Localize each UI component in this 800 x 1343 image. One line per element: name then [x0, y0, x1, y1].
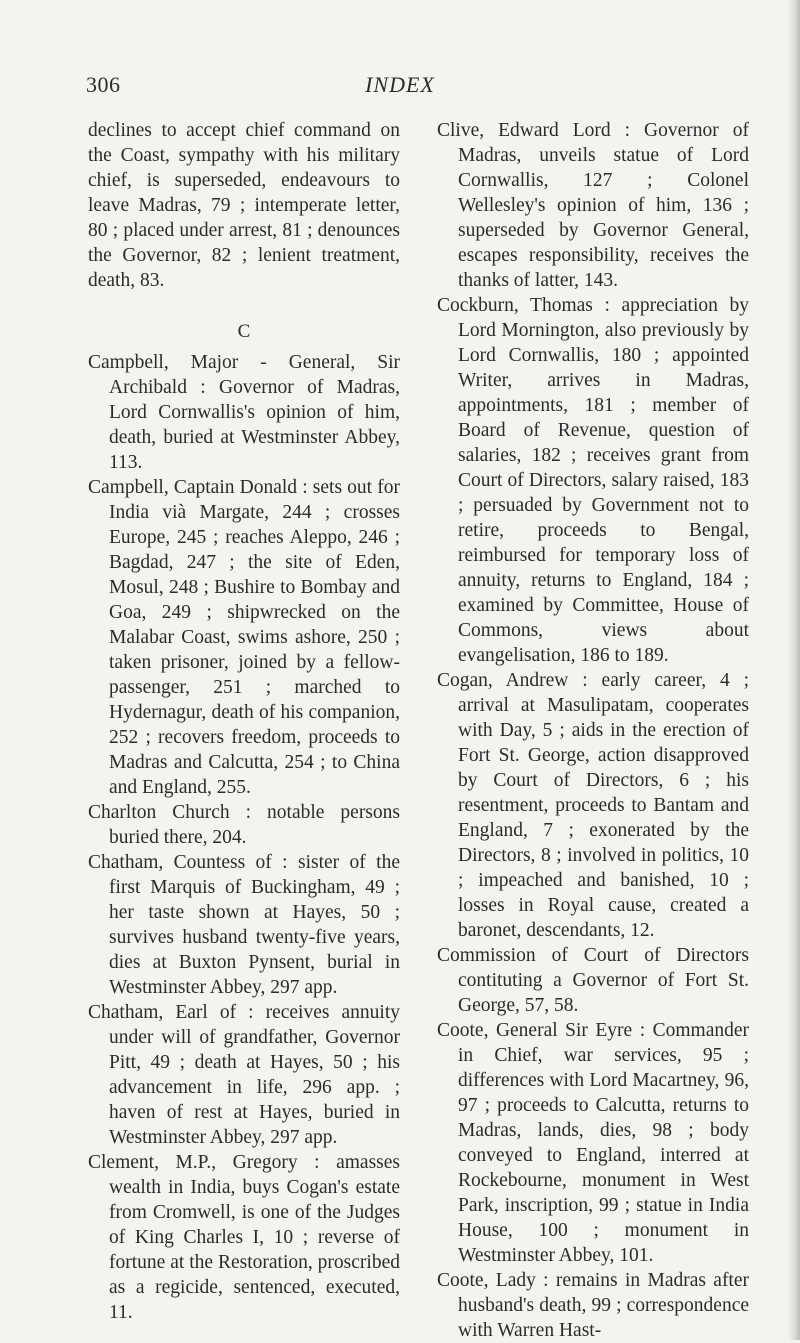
index-columns: [88, 118, 758, 1341]
index-entry-clive-edward: Clive, Edward Lord : Governor of Madras, unveils statue of Lord Cornwallis, 127 ; Colonel Wellesley's opinion of him, 136 ; superseded by Governor General, escapes responsibility, receives the thanks of latter, 143.: [437, 120, 749, 291]
index-entry-clement-gregory: Clement, M.P., Gregory : amasses wealth in India, buys Cogan's estate from Cromwell, is one of the Judges of King Charles I, 10 ; reverse of fortune at the Restoration, proscribed as a regicide, sentenced, executed, 11.: [88, 1152, 400, 1323]
index-entry-campbell-donald: Campbell, Captain Donald : sets out for India vià Margate, 244 ; crosses Europe, 245 ; reaches Aleppo, 246 ; Bagdad, 247 ; the site of Eden, Mosul, 248 ; Bushire to Bombay and Goa, 249 ; shipwrecked on the Malabar Coast, swims ashore, 250 ; taken prisoner, joined by a fellow-passenger, 251 ; marched to Hydernagur, death of his companion, 252 ; recovers freedom, proceeds to Madras and Calcutta, 254 ; to China and England, 255.: [88, 477, 400, 798]
index-entry-charlton-church: Charlton Church : notable persons buried there, 204.: [88, 802, 400, 848]
index-entry-cockburn-thomas: Cockburn, Thomas : appreciation by Lord Mornington, also previously by Lord Cornwallis, 180 ; appointed Writer, arrives in Madras, appointments, 181 ; member of Board of Revenue, question of salaries, 182 ; receives grant from Court of Directors, salary raised, 183 ; persuaded by Government not to retire, proceeds to Bengal, reimbursed for temporary loss of annuity, returns to England, 184 ; examined by Committee, House of Commons, views about evangelisation, 186 to 189.: [437, 295, 749, 666]
right-column: [437, 118, 749, 1343]
page-header: [0, 72, 800, 112]
index-entry-campbell-archibald: Campbell, Major - General, Sir Archibald : Governor of Madras, Lord Cornwallis's opinion of him, death, buried at Westminster Abbey, 113.: [88, 352, 400, 473]
left-column: [88, 118, 400, 1325]
index-entry-commission-court: Commission of Court of Directors contituting a Governor of Fort St. George, 57, 58.: [437, 945, 749, 1016]
index-entry-coote-eyre: Coote, General Sir Eyre : Commander in Chief, war services, 95 ; differences with Lord Macartney, 96, 97 ; proceeds to Calcutta, returns to Madras, lands, dies, 98 ; body conveyed to England, interred at Rockebourne, monument in West Park, inscription, 99 ; statue in India House, 100 ; monument in Westminster Abbey, 101.: [437, 1020, 749, 1266]
index-entry-coote-lady: Coote, Lady : remains in Madras after husband's death, 99 ; correspondence with Warren Hast-: [437, 1270, 749, 1341]
running-title: INDEX: [365, 72, 435, 97]
section-letter: C: [237, 321, 251, 342]
index-entry-chatham-countess: Chatham, Countess of : sister of the first Marquis of Buckingham, 49 ; her taste shown at Hayes, 50 ; survives husband twenty-five years, dies at Buxton Pynsent, burial in Westminster Abbey, 297 app.: [88, 852, 400, 998]
index-entry-cogan-andrew: Cogan, Andrew : early career, 4 ; arrival at Masulipatam, cooperates with Day, 5 ; aids in the erection of Fort St. George, action disapproved by Court of Directors, 6 ; his resentment, proceeds to Bantam and England, 7 ; exonerated by the Directors, 8 ; involved in politics, 10 ; impeached and banished, 10 ; losses in Royal cause, created a baronet, descendants, 12.: [437, 670, 749, 941]
index-entry-chatham-earl: Chatham, Earl of : receives annuity under will of grandfather, Governor Pitt, 49 ; death at Hayes, 50 ; his advancement in life, 296 app. ; haven of rest at Hayes, buried in Westminster Abbey, 297 app.: [88, 1002, 400, 1148]
continued-entry: declines to accept chief command on the Coast, sympathy with his military chief, is superseded, endeavours to leave Madras, 79 ; intemperate letter, 80 ; placed under arrest, 81 ; denounces the Governor, 82 ; lenient treatment, death, 83.: [88, 120, 400, 291]
page-number: 306: [86, 72, 121, 97]
page-edge-shadow: [788, 0, 800, 1340]
